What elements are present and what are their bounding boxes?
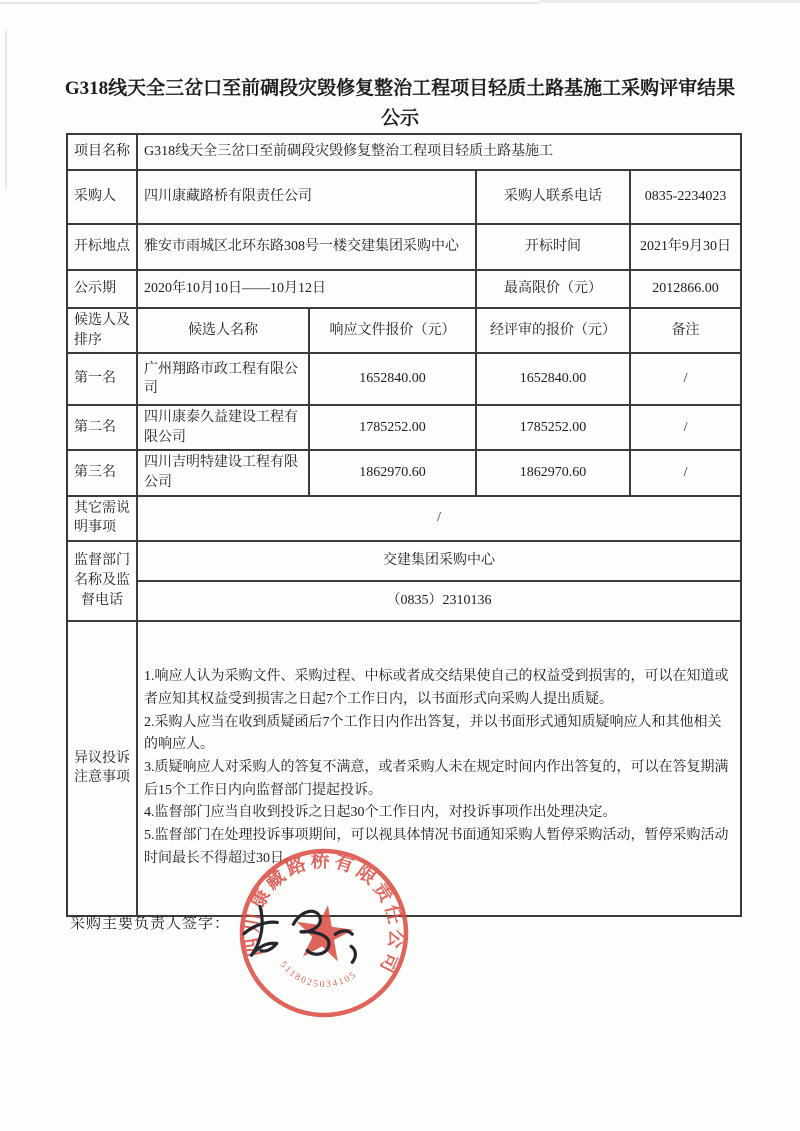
- purchaser-value: 四川康藏路桥有限责任公司: [137, 170, 476, 224]
- supervision-label: 监督部门名称及监督电话: [67, 541, 137, 621]
- publicity-period-value: 2020年10月10日——10月12日: [137, 270, 476, 308]
- header-bid-price: 响应文件报价（元）: [309, 308, 476, 353]
- supervision-phone: （0835）2310136: [137, 581, 741, 621]
- max-price-value: 2012866.00: [630, 270, 741, 308]
- purchaser-label: 采购人: [67, 170, 137, 224]
- scan-artifact: [5, 30, 7, 190]
- header-rank: 候选人及排序: [67, 308, 137, 353]
- signature-label: 采购主要负责人签字：: [70, 916, 231, 932]
- row-project: [67, 134, 741, 170]
- objection-item-4: 4.监督部门应当自收到投诉之日起30个工作日内，对投诉事项作出处理决定。: [144, 805, 617, 821]
- header-evaluated-price: 经评审的报价（元）: [476, 308, 630, 353]
- candidate-remark: /: [630, 450, 741, 495]
- seal-serial-number: 5118025034105: [277, 960, 360, 991]
- candidate-remark: /: [630, 405, 741, 450]
- table-row-candidate-2: [67, 405, 741, 450]
- purchaser-phone-value: 0835-2234023: [630, 170, 741, 224]
- scan-artifact: [0, 2, 540, 4]
- candidate-name: 四川康泰久益建设工程有限公司: [137, 405, 309, 450]
- candidate-rank: 第一名: [67, 353, 137, 405]
- objection-item-3: 3.质疑响应人对采购人的答复不满意，或者采购人未在规定时间内作出答复的，可以在答复期满后15个工作日内向监督部门提起投诉。: [144, 759, 729, 798]
- supervision-department: 交建集团采购中心: [137, 541, 741, 581]
- row-bid-opening: [67, 224, 741, 270]
- objection-item-2: 2.采购人应当在收到质疑函后7个工作日内作出答复，并以书面形式通知质疑响应人和其他相关的响应人。: [144, 714, 722, 753]
- handwritten-signature-icon: [233, 888, 390, 976]
- page-title: G318线天全三岔口至前碉段灾毁修复整治工程项目轻质土路基施工采购评审结果公示: [64, 78, 736, 130]
- row-purchaser: [67, 170, 741, 224]
- publicity-period-label: 公示期: [67, 270, 137, 308]
- seal-company-text: 四川康藏路桥有限责任公司: [241, 850, 407, 979]
- table-row-candidate-1: [67, 353, 741, 405]
- purchaser-phone-label: 采购人联系电话: [476, 170, 630, 224]
- candidate-rank: 第三名: [67, 450, 137, 495]
- result-table: [66, 133, 742, 917]
- candidate-name: 四川吉明特建设工程有限公司: [137, 450, 309, 495]
- max-price-label: 最高限价（元）: [476, 270, 630, 308]
- objection-item-1: 1.响应人认为采购文件、采购过程、中标或者成交结果使自己的权益受到损害的，可以在知道或者应知其权益受到损害之日起7个工作日内，以书面形式向采购人提出质疑。: [144, 669, 729, 707]
- candidate-bid: 1862970.60: [309, 450, 476, 495]
- header-candidate-name: 候选人名称: [137, 308, 309, 353]
- candidate-evaluated: 1652840.00: [476, 353, 630, 405]
- candidate-name: 广州翔路市政工程有限公司: [137, 353, 309, 405]
- row-supervision-department: [67, 541, 741, 581]
- row-other-notes: [67, 496, 741, 541]
- table-row-candidate-3: [67, 450, 741, 495]
- row-publicity: [67, 270, 741, 308]
- scan-artifact: [540, 0, 800, 3]
- candidate-rank: 第二名: [67, 405, 137, 450]
- candidate-bid: 1652840.00: [309, 353, 476, 405]
- candidate-evaluated: 1862970.60: [476, 450, 630, 495]
- candidate-evaluated: 1785252.00: [476, 405, 630, 450]
- project-name-label: 项目名称: [67, 134, 137, 170]
- row-supervision-phone: [67, 581, 741, 621]
- bid-opening-time-value: 2021年9月30日: [630, 224, 741, 270]
- bid-opening-place-label: 开标地点: [67, 224, 137, 270]
- objection-notes: [137, 621, 741, 916]
- bid-opening-place-value: 雅安市雨城区北环东路308号一楼交建集团采购中心: [137, 224, 476, 270]
- header-remark: 备注: [630, 308, 741, 353]
- candidate-remark: /: [630, 353, 741, 405]
- candidate-bid: 1785252.00: [309, 405, 476, 450]
- objection-item-5: 5.监督部门在处理投诉事项期间，可以视具体情况书面通知采购人暂停采购活动，暂停采购活动时间最长不得超过30日。: [144, 827, 729, 866]
- objection-label: 异议投诉注意事项: [67, 621, 137, 916]
- other-notes-value: /: [137, 496, 741, 541]
- other-notes-label: 其它需说明事项: [67, 496, 137, 541]
- row-candidates-header: [67, 308, 741, 353]
- bid-opening-time-label: 开标时间: [476, 224, 630, 270]
- project-name-value: G318线天全三岔口至前碉段灾毁修复整治工程项目轻质土路基施工: [137, 134, 741, 170]
